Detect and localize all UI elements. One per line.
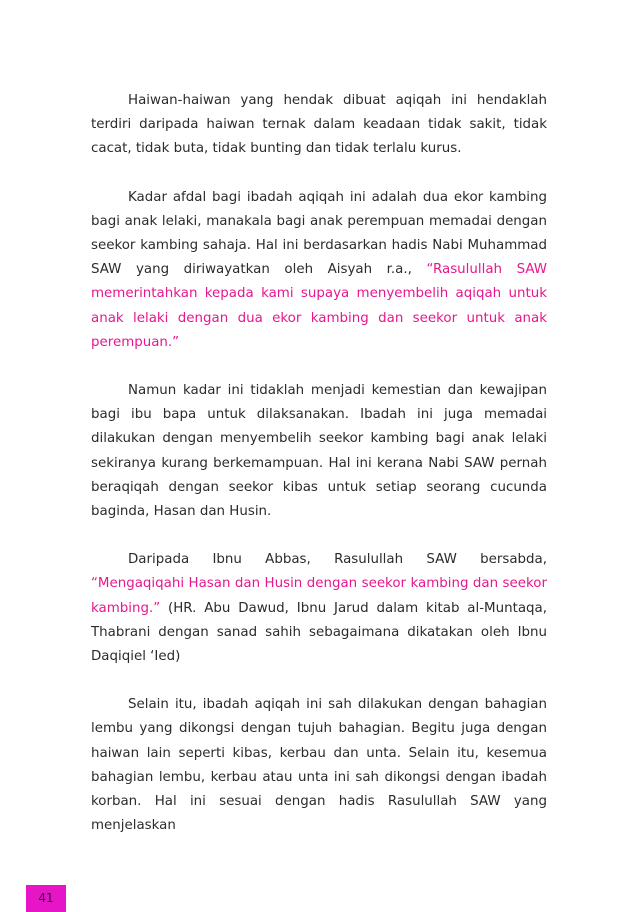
paragraph-4-hadith-quote: “Mengaqiqahi Hasan dan Husin dengan seekor kambing dan seekor kambing.” — [91, 576, 547, 616]
paragraph-3 — [91, 379, 547, 524]
paragraph-4-intro: Daripada Ibnu Abbas, Rasulullah SAW bersabda, — [128, 552, 547, 568]
paragraph-1 — [91, 89, 547, 162]
paragraph-4-citation: (HR. Abu Dawud, Ibnu Jarud dalam kitab al-Muntaqa, Thabrani dengan sanad sahih sebagaimana dikatakan oleh Ibnu Daqiqiel ‘Ied) — [91, 600, 547, 665]
paragraph-2-hadith-quote: “Rasulullah SAW memerintahkan kepada kami supaya menyembelih aqiqah untuk anak lelaki dengan dua ekor kambing dan seekor untuk anak perempuan.” — [91, 262, 547, 350]
page-number-badge — [26, 885, 66, 912]
paragraph-2-text: Kadar afdal bagi ibadah aqiqah ini adalah dua ekor kambing bagi anak lelaki, manakala bagi anak perempuan memadai dengan seekor kambing sahaja. Hal ini berdasarkan hadis Nabi Muhammad SAW yang diriwayatkan oleh Aisyah r.a., — [91, 189, 547, 278]
body-text — [91, 89, 547, 862]
paragraph-5 — [91, 693, 547, 838]
page-number: 41 — [38, 891, 54, 905]
paragraph-5-text: Selain itu, ibadah aqiqah ini sah dilakukan dengan bahagian lembu yang dikongsi dengan tujuh bahagian. Begitu juga dengan haiwan lain seperti kibas, kerbau dan unta. Selain itu, kesemua bahagian lembu, kerbau atau unta ini sah dikongsi dengan ibadah korban. Hal ini sesuai dengan hadis Rasulullah SAW yang menjelaskan — [91, 697, 547, 834]
paragraph-2 — [91, 186, 547, 355]
paragraph-3-text: Namun kadar ini tidaklah menjadi kemestian dan kewajipan bagi ibu bapa untuk dilaksanakan. Ibadah ini juga memadai dilakukan dengan menyembelih seekor kambing bagi anak lelaki sekiranya kurang berkemampuan. Hal ini kerana Nabi SAW pernah beraqiqah dengan seekor kibas untuk setiap seorang cucunda baginda, Hasan dan Husin. — [91, 383, 547, 520]
paragraph-4 — [91, 548, 547, 669]
paragraph-1-text: Haiwan-haiwan yang hendak dibuat aqiqah ini hendaklah terdiri daripada haiwan ternak dalam keadaan tidak sakit, tidak cacat, tidak buta, tidak bunting dan tidak terlalu kurus. — [91, 93, 547, 157]
